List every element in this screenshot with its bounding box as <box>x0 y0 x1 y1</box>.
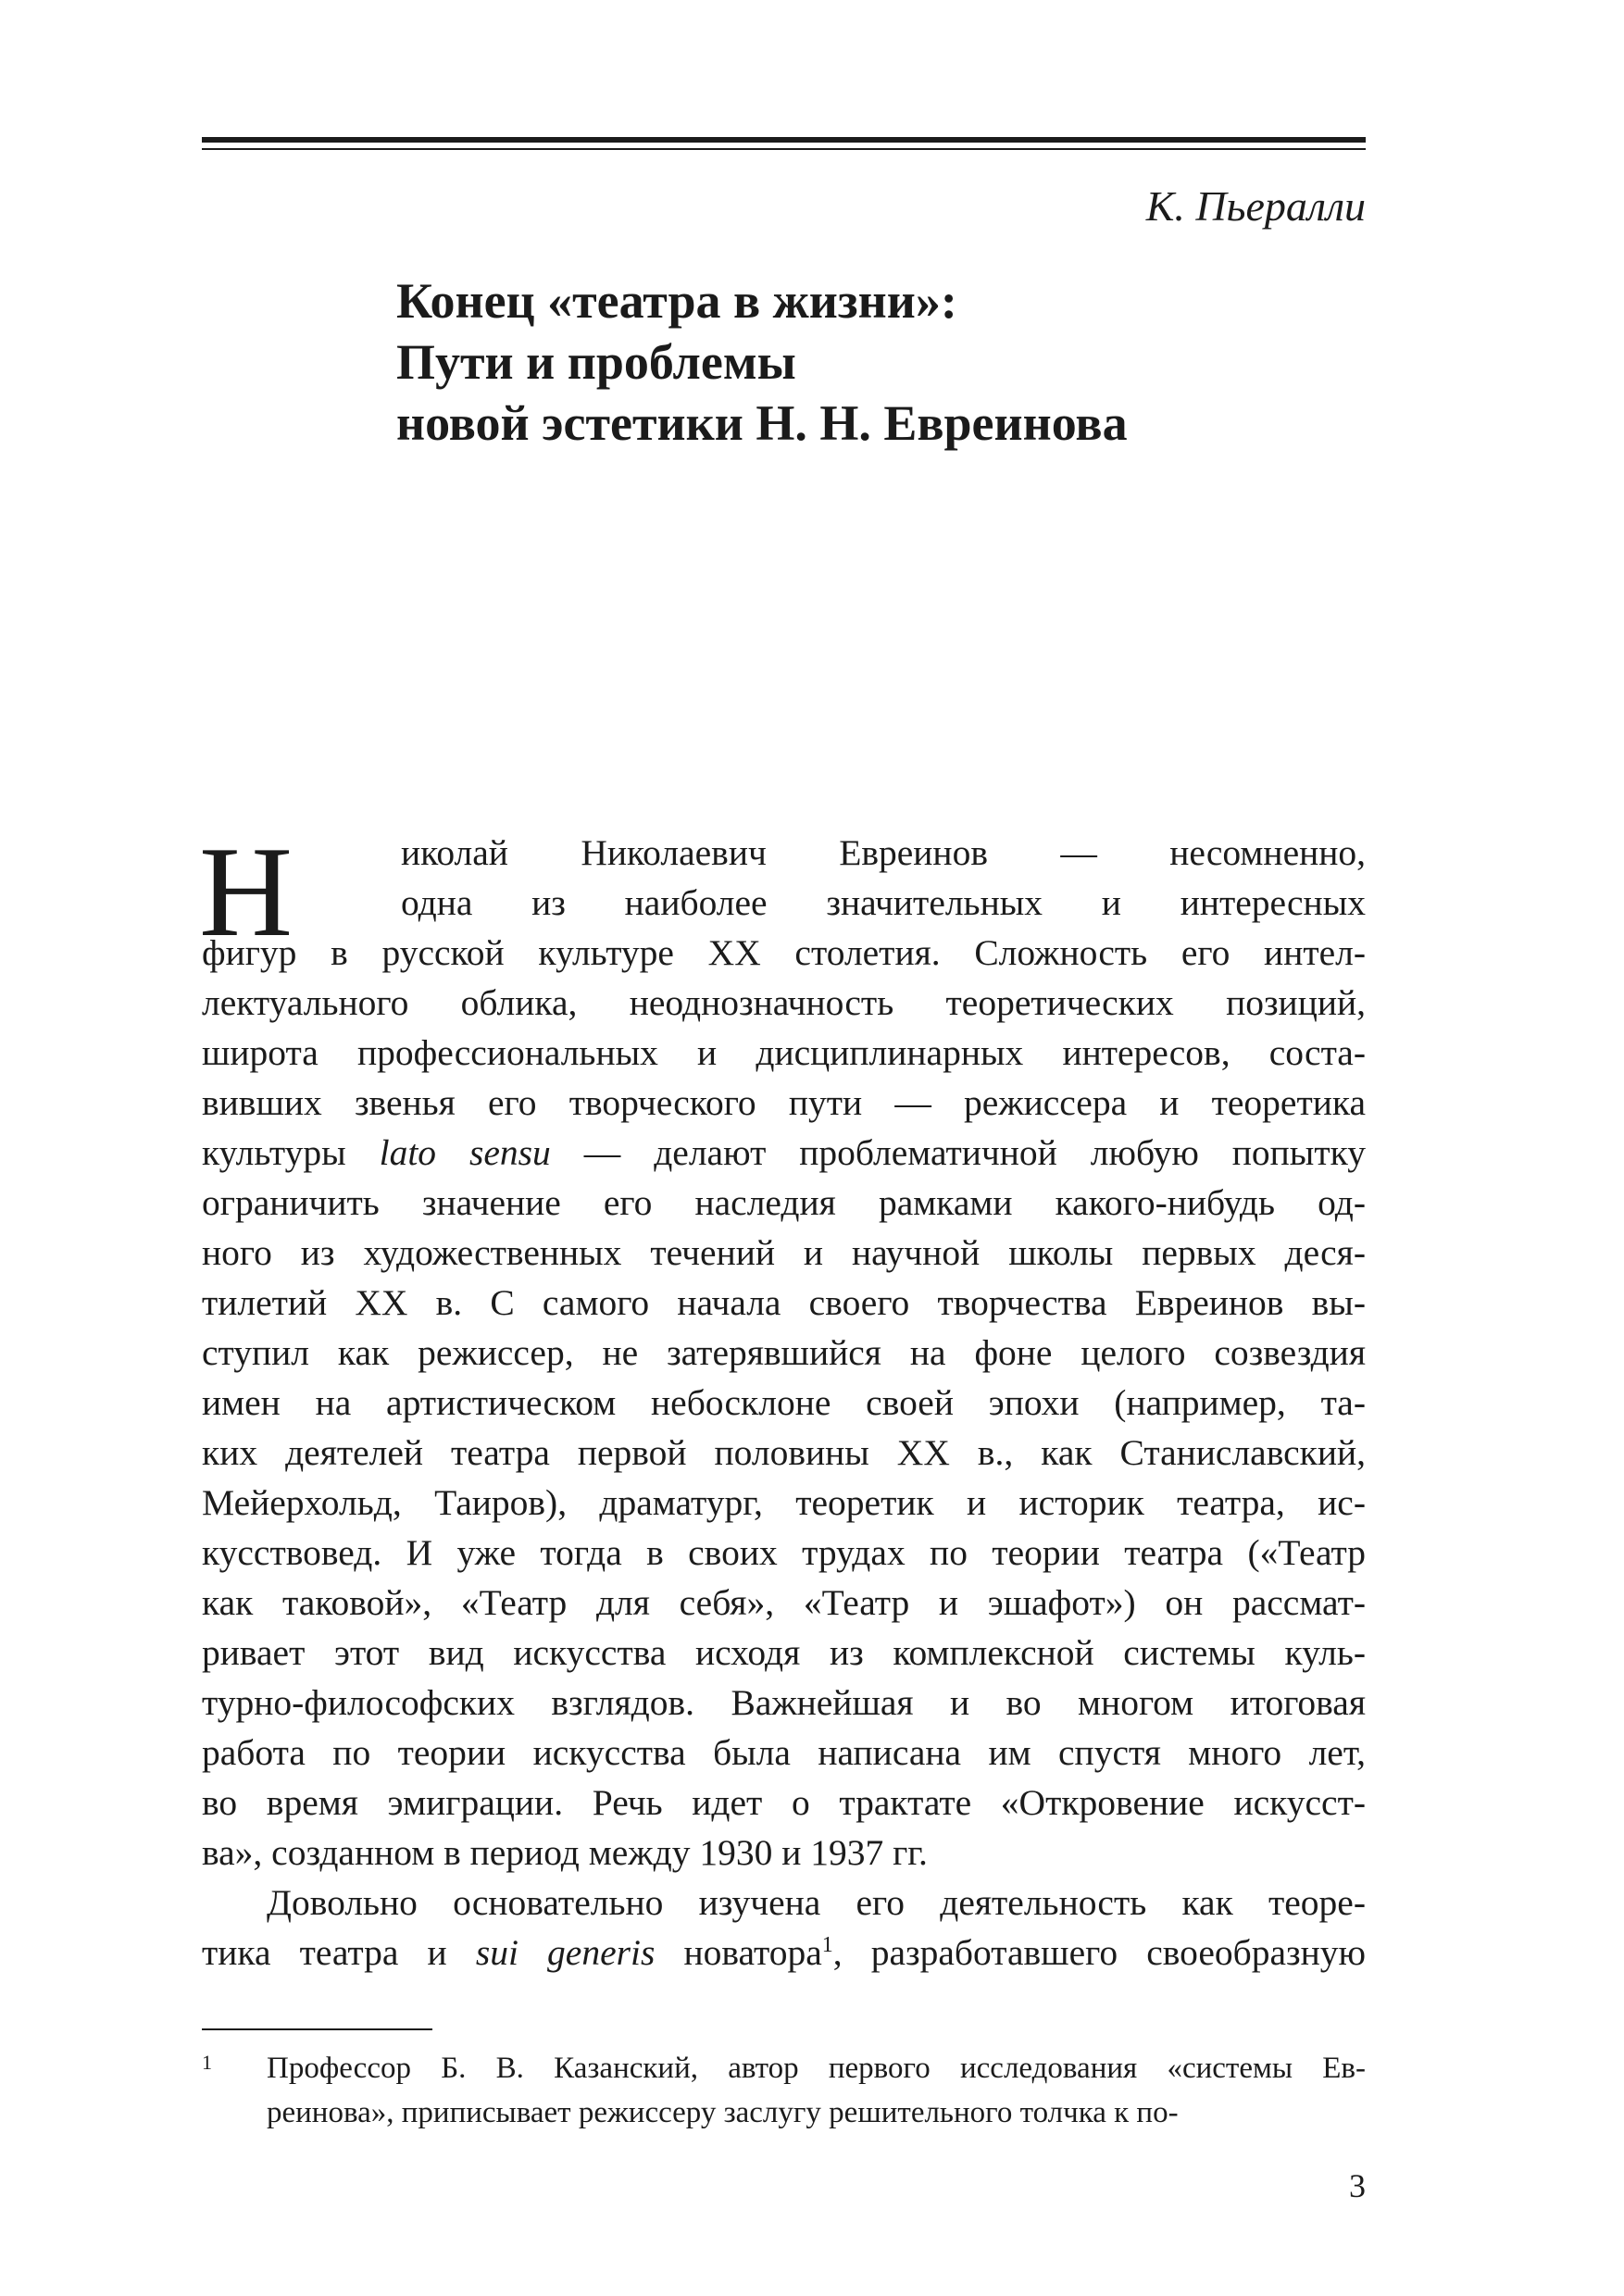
word: , разработавшего своеобразную <box>832 1932 1367 1973</box>
body-line: ривает этот вид искусства исходя из комплексной системы куль- <box>202 1632 1366 1673</box>
body-line: как таковой», «Театр для себя», «Театр и эшафот») он рассмат- <box>202 1582 1366 1623</box>
article-title <box>396 270 1128 454</box>
body-line: Мейерхольд, Таиров), драматург, теоретик и историк театра, ис- <box>202 1482 1366 1523</box>
body-line: вивших звенья его творческого пути — режиссера и теоретика <box>202 1082 1366 1123</box>
body-line: тилетий XX в. С самого начала своего творчества Евреинов вы- <box>202 1282 1366 1323</box>
body-line: ного из художественных течений и научной школы первых деся- <box>202 1232 1366 1273</box>
body-line <box>202 1928 1366 1978</box>
title-line-1: Конец «театра в жизни»: <box>396 273 957 329</box>
body-fragment <box>683 1932 1366 1973</box>
footnote-number: 1 <box>202 2051 212 2074</box>
body-line: работа по теории искусства была написана им спустя много лет, <box>202 1732 1366 1773</box>
body-fragment: — делают проблематичной любую попытку <box>583 1132 1366 1173</box>
body-line: ва», созданном в период между 1930 и 1937 гг. <box>202 1832 928 1873</box>
drop-cap: Н <box>199 820 294 964</box>
footnote-text <box>202 2046 1366 2135</box>
body-fragment: тика театра и <box>202 1932 447 1973</box>
body-line: широта профессиональных и дисциплинарных интересов, соста- <box>202 1032 1366 1073</box>
body-line: кусствовед. И уже тогда в своих трудах по теории театра («Театр <box>202 1532 1366 1573</box>
header-rule-thin <box>202 148 1366 150</box>
latin-term: sui generis <box>475 1932 656 1973</box>
body-line: имен на артистическом небосклоне своей эпохи (например, та- <box>202 1382 1366 1423</box>
running-head-author: К. Пьералли <box>1145 182 1366 230</box>
footnote-line: реинова», приписывает режиссеру заслугу решительного толчка к по- <box>267 2096 1179 2129</box>
footnote-line: Профессор Б. В. Казанский, автор первого исследования «системы Ев- <box>267 2052 1366 2085</box>
body-line: ких деятелей театра первой половины XX в., как Станиславский, <box>202 1432 1366 1473</box>
body-line: во время эмиграции. Речь идет о трактате «Откровение искусст- <box>202 1782 1366 1823</box>
latin-term: lato sensu <box>379 1132 551 1173</box>
body-line: лектуального облика, неоднозначность теоретических позиций, <box>202 982 1366 1023</box>
body-fragment: культуры <box>202 1132 346 1173</box>
body-line: фигур в русской культуре XX столетия. Сложность его интел- <box>202 932 1366 973</box>
word: новатора <box>683 1932 822 1973</box>
body-line: одна из наиболее значительных и интересных <box>401 882 1366 923</box>
header-rule-thick <box>202 137 1366 143</box>
body-line: турно-философских взглядов. Важнейшая и во многом итоговая <box>202 1682 1366 1723</box>
body-line <box>202 1128 1366 1178</box>
body-line: ограничить значение его наследия рамками какого-нибудь од- <box>202 1182 1366 1223</box>
body-text <box>202 828 1366 1978</box>
footnote-separator <box>202 2028 432 2030</box>
title-line-2: Пути и проблемы <box>396 334 796 390</box>
body-line: Довольно основательно изучена его деятельность как теоре- <box>267 1882 1366 1923</box>
body-line: ступил как режиссер, не затерявшийся на фоне целого созвездия <box>202 1332 1366 1373</box>
page-number: 3 <box>1349 2167 1366 2204</box>
footnote <box>202 2046 1366 2135</box>
body-line: иколай Николаевич Евреинов — несомненно, <box>401 832 1366 873</box>
title-line-3: новой эстетики Н. Н. Евреинова <box>396 395 1128 451</box>
footnote-reference[interactable]: 1 <box>821 1932 833 1957</box>
